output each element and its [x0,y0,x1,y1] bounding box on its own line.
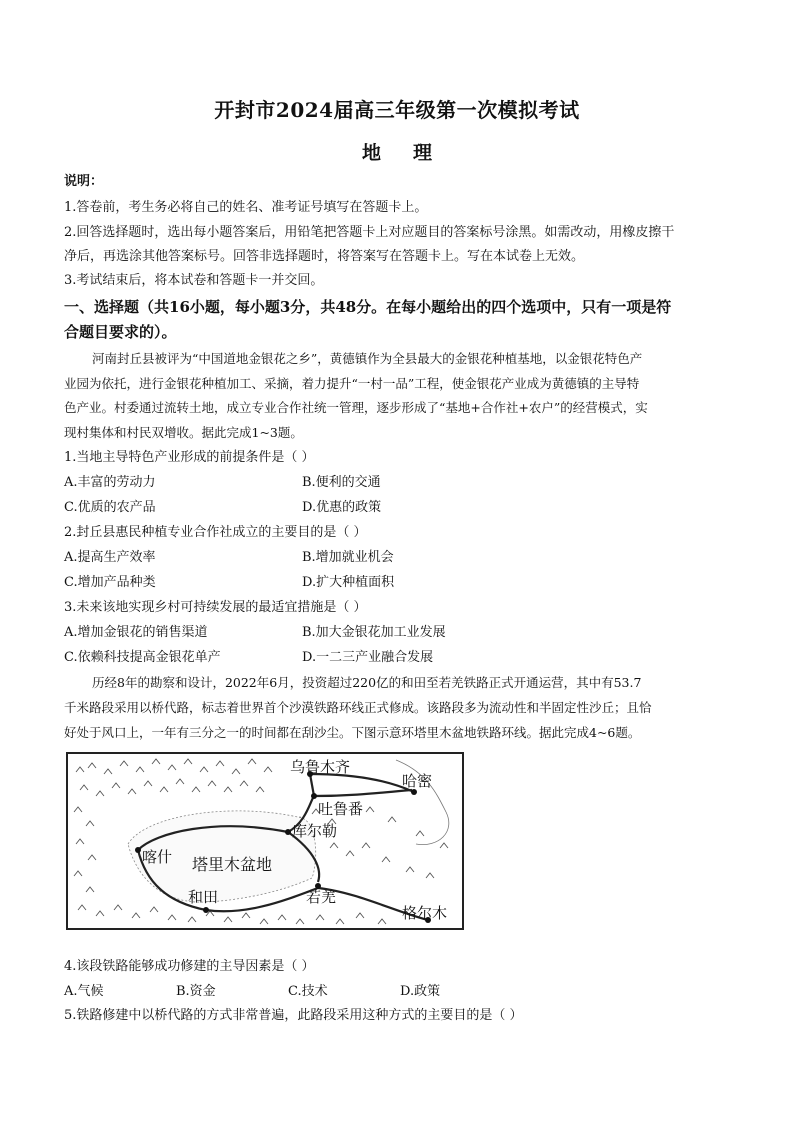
option-c: C.依赖科技提高金银花单产 [64,650,221,665]
instruction-line: 2.回答选择题时，选出每小题答案后，用铅笔把答题卡上对应题目的答案标号涂黑。如需改动，用橡皮擦干 [64,225,675,240]
option-b: B.资金 [176,984,216,999]
label-ruoqiang: 若羌 [306,888,337,906]
option-c: C.技术 [288,984,328,999]
option-a: A.丰富的劳动力 [64,475,156,490]
passage-line: 河南封丘县被评为“中国道地金银花之乡”，黄德镇作为全县最大的金银花种植基地，以金银花特色产 [92,351,643,366]
instruction-line: 3.考试结束后，将本试卷和答题卡一并交回。 [64,273,324,288]
city-marker-hotan [203,907,209,913]
instruction-line: 净后，再选涂其他答案标号。回答非选择题时，将答案写在答题卡上。写在本试卷上无效。 [64,249,585,264]
option-c: C.增加产品种类 [64,575,156,590]
city-marker-kashgar [135,847,141,853]
option-d: D.一二三产业融合发展 [302,650,434,665]
option-d: D.优惠的政策 [302,500,382,515]
section-heading: 一、选择题（共16小题，每小题3分，共48分。在每小题给出的四个选项中，只有一项是符 [64,298,672,316]
question-stem: 5.铁路修建中以桥代路的方式非常普遍，此路段采用这种方式的主要目的是（ ） [64,1008,523,1023]
label-hami: 哈密 [402,772,433,790]
question-stem: 3.未来该地实现乡村可持续发展的最适宜措施是（ ） [64,600,367,615]
label-golmud: 格尔木 [402,904,448,922]
label-basin: 塔里木盆地 [192,855,273,874]
label-urumqi: 乌鲁木齐 [290,758,351,776]
subject-title: 地理 [361,142,464,164]
question-stem: 4.该段铁路能够成功修建的主导因素是（ ） [64,959,315,974]
option-d: D.扩大种植面积 [302,575,395,590]
option-b: B.加大金银花加工业发展 [302,625,446,640]
question-stem: 1.当地主导特色产业形成的前提条件是（ ） [64,450,315,465]
passage-line: 业园为依托，进行金银花种植加工、采摘，着力提升“一村一品”工程，使金银花产业成为黄德镇的主导特 [64,376,640,391]
passage-line: 历经8年的勘察和设计，2022年6月，投资超过220亿的和田至若羌铁路正式开通运营，其中有53.7 [92,675,642,690]
label-hotan: 和田 [188,888,219,906]
label-turpan: 吐鲁番 [318,800,364,818]
instructions-heading: 说明： [64,174,104,189]
passage-line: 千米路段采用以桥代路，标志着世界首个沙漠铁路环线正式修成。该路段多为流动性和半固定性沙丘；且恰 [64,700,652,715]
passage-line: 现村集体和村民双增收。据此完成1~3题。 [64,425,303,440]
exam-title: 开封市2024届高三年级第一次模拟考试 [214,98,580,122]
option-a: A.提高生产效率 [64,550,156,565]
passage-line: 色产业。村委通过流转土地，成立专业合作社统一管理，逐步形成了“基地+合作社+农户”的经营模式，实 [64,400,648,415]
city-marker-korla [285,829,291,835]
option-b: B.增加就业机会 [302,550,394,565]
option-a: A.气候 [64,984,104,999]
option-b: B.便利的交通 [302,475,381,490]
tarim-railway-map [66,752,464,930]
question-stem: 2.封丘县惠民种植专业合作社成立的主要目的是（ ） [64,525,367,540]
option-a: A.增加金银花的销售渠道 [64,625,208,640]
option-c: C.优质的农产品 [64,500,156,515]
section-heading-cont: 合题目要求的）。 [64,323,177,341]
passage-line: 好处于风口上，一年有三分之一的时间都在刮沙尘。下图示意环塔里木盆地铁路环线。据此完成4~6题。 [64,725,641,740]
instruction-line: 1.答卷前，考生务必将自己的姓名、准考证号填写在答题卡上。 [64,200,428,215]
city-marker-turpan [311,793,317,799]
option-d: D.政策 [400,984,441,999]
label-korla: 库尔勒 [292,822,338,840]
label-kashgar: 喀什 [142,848,173,866]
